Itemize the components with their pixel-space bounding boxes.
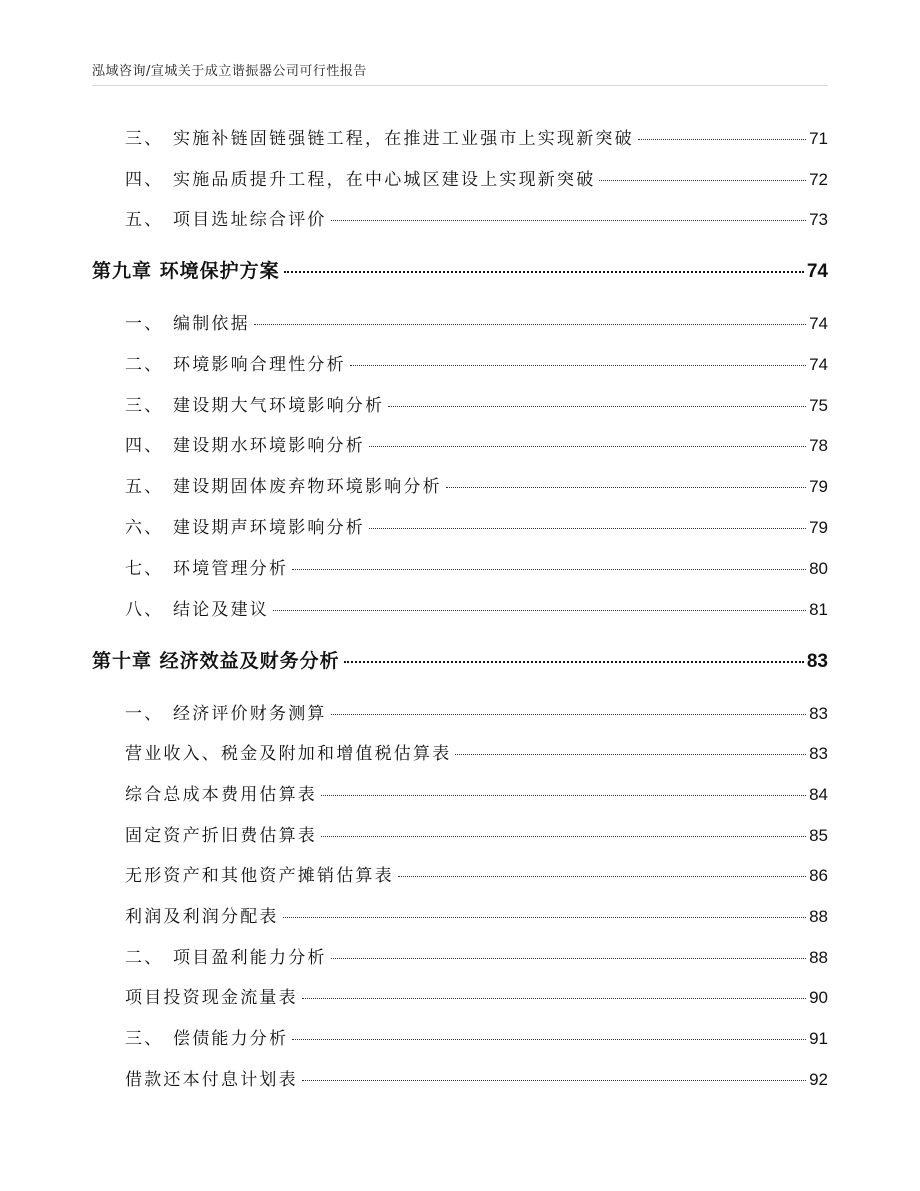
toc-entry-title: 利润及利润分配表 <box>125 907 279 927</box>
toc-entry-title: 建设期固体废弃物环境影响分析 <box>173 477 442 497</box>
toc-entry-page: 75 <box>809 396 828 415</box>
toc-entry-number: 二、 <box>125 355 164 375</box>
toc-entry-number: 五、 <box>125 477 164 497</box>
dot-leader <box>398 876 806 877</box>
dot-leader <box>302 998 806 999</box>
toc-chapter-9[interactable] <box>92 256 828 283</box>
dot-leader <box>599 180 806 181</box>
dot-leader <box>292 569 806 570</box>
page-header: 泓域咨询/宣城关于成立谐振器公司可行性报告 <box>92 64 367 79</box>
dot-leader <box>446 487 806 488</box>
toc-entry-number: 五、 <box>125 210 164 230</box>
dot-leader <box>344 661 804 663</box>
toc-entry-title: 环境管理分析 <box>173 559 289 579</box>
dot-leader <box>321 795 806 796</box>
toc-entry-number: 三、 <box>125 1029 164 1049</box>
toc-entry-title: 建设期水环境影响分析 <box>173 436 365 456</box>
toc-entry-page: 84 <box>809 785 828 804</box>
toc-entry-title: 编制依据 <box>173 314 250 334</box>
header-divider <box>92 85 828 86</box>
toc-entry[interactable] <box>125 513 828 538</box>
toc-entry-page: 74 <box>809 355 828 374</box>
toc-entry-number: 二、 <box>125 948 164 968</box>
toc-entry[interactable] <box>125 739 828 764</box>
toc-entry-page: 79 <box>809 477 828 496</box>
dot-leader <box>283 917 806 918</box>
toc-entry[interactable] <box>125 472 828 497</box>
toc-entry-page: 88 <box>809 907 828 926</box>
toc-entry-page: 80 <box>809 559 828 578</box>
toc-entry-page: 86 <box>809 866 828 885</box>
toc-entry-title: 偿债能力分析 <box>173 1029 289 1049</box>
toc-entry-page: 72 <box>809 170 828 189</box>
dot-leader <box>388 406 806 407</box>
dot-leader <box>369 446 806 447</box>
toc-entry[interactable] <box>125 943 828 968</box>
toc-entry-number: 三、 <box>125 129 164 149</box>
toc-entry-title: 无形资产和其他资产摊销估算表 <box>125 866 394 886</box>
toc-entry[interactable] <box>125 780 828 805</box>
toc-entry-title: 经济评价财务测算 <box>173 704 327 724</box>
toc-entry-title: 实施补链固链强链工程，在推进工业强市上实现新突破 <box>173 129 634 149</box>
toc-entry-page: 91 <box>809 1029 828 1048</box>
toc-entry-page: 78 <box>809 436 828 455</box>
toc-entry-number: 七、 <box>125 559 164 579</box>
toc-entry[interactable] <box>125 554 828 579</box>
toc-entry-page: 79 <box>809 518 828 537</box>
toc-entry[interactable] <box>125 350 828 375</box>
toc-entry-page: 85 <box>809 826 828 845</box>
toc-entry[interactable] <box>125 431 828 456</box>
toc-entry-number: 三、 <box>125 396 164 416</box>
dot-leader <box>302 1080 806 1081</box>
toc-entry-page: 73 <box>809 210 828 229</box>
toc-entry[interactable] <box>125 124 828 149</box>
dot-leader <box>292 1039 806 1040</box>
dot-leader <box>331 958 806 959</box>
toc-entry-page: 74 <box>809 314 828 333</box>
toc-entry-title: 环境影响合理性分析 <box>173 355 346 375</box>
toc-entry-title: 实施品质提升工程，在中心城区建设上实现新突破 <box>173 170 596 190</box>
toc-entry-page: 83 <box>809 704 828 723</box>
toc-entry-page: 92 <box>809 1070 828 1089</box>
toc-entry-title: 建设期大气环境影响分析 <box>173 396 385 416</box>
toc-chapter-title: 第九章 环境保护方案 <box>92 260 280 282</box>
toc-entry-title: 固定资产折旧费估算表 <box>125 826 317 846</box>
dot-leader <box>254 324 806 325</box>
toc-entry-number: 四、 <box>125 436 164 456</box>
toc-entry[interactable] <box>125 821 828 846</box>
toc-entry[interactable] <box>125 902 828 927</box>
toc-entry-title: 结论及建议 <box>173 600 269 620</box>
toc-entry-number: 四、 <box>125 170 164 190</box>
toc-entry-title: 项目选址综合评价 <box>173 210 327 230</box>
toc-entry-title: 借款还本付息计划表 <box>125 1070 298 1090</box>
toc-entry-title: 项目投资现金流量表 <box>125 988 298 1008</box>
toc-chapter-10[interactable] <box>92 646 828 673</box>
toc-entry-title: 建设期声环境影响分析 <box>173 518 365 538</box>
toc-entry[interactable] <box>125 1024 828 1049</box>
toc-entry-number: 六、 <box>125 518 164 538</box>
dot-leader <box>350 365 806 366</box>
toc-entry[interactable] <box>125 595 828 620</box>
toc-entry-page: 83 <box>809 744 828 763</box>
toc-entry-number: 一、 <box>125 314 164 334</box>
dot-leader <box>331 220 806 221</box>
dot-leader <box>369 528 806 529</box>
toc-entry[interactable] <box>125 1065 828 1090</box>
toc-entry-page: 88 <box>809 948 828 967</box>
toc-chapter-title: 第十章 经济效益及财务分析 <box>92 650 340 672</box>
toc-chapter-page: 74 <box>806 261 828 282</box>
toc-entry[interactable] <box>125 205 828 230</box>
toc-entry[interactable] <box>125 309 828 334</box>
dot-leader <box>331 714 806 715</box>
toc-entry-title: 营业收入、税金及附加和增值税估算表 <box>125 744 452 764</box>
dot-leader <box>273 610 806 611</box>
toc-entry-page: 90 <box>809 988 828 1007</box>
dot-leader <box>455 754 806 755</box>
dot-leader <box>284 271 804 273</box>
toc-entry[interactable] <box>125 391 828 416</box>
toc-entry[interactable] <box>125 699 828 724</box>
toc-entry-number: 一、 <box>125 704 164 724</box>
toc-entry-number: 八、 <box>125 600 164 620</box>
dot-leader <box>321 836 806 837</box>
toc-entry-title: 综合总成本费用估算表 <box>125 785 317 805</box>
toc-chapter-page: 83 <box>806 651 828 672</box>
toc-entry[interactable] <box>125 165 828 190</box>
toc-entry-page: 81 <box>809 600 828 619</box>
toc-entry-title: 项目盈利能力分析 <box>173 948 327 968</box>
toc-entry-page: 71 <box>809 129 828 148</box>
toc-entry[interactable] <box>125 983 828 1008</box>
toc-entry[interactable] <box>125 861 828 886</box>
dot-leader <box>638 139 806 140</box>
